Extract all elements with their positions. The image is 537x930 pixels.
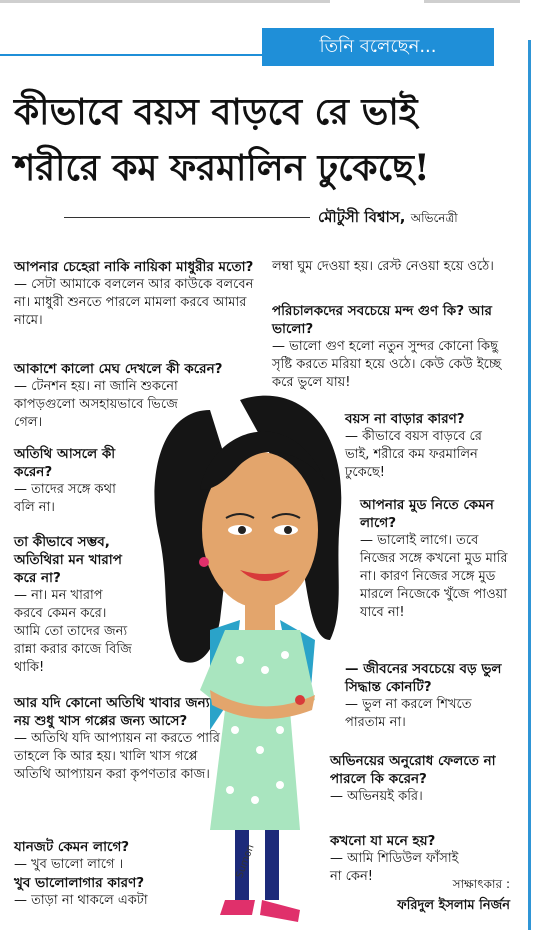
qa-right-6 <box>330 752 510 806</box>
question: খুব ভালোলাগার কারণ? <box>14 875 145 891</box>
section-tag <box>262 28 494 66</box>
question: অতিথি আসলে কী করেন? <box>14 446 116 480</box>
qa-right-1 <box>272 258 502 276</box>
answer: — ভালোই লাগে। তবে নিজের সঙ্গে কখনো মুড মারি না। কারণ নিজের সঙ্গে মুড মারলে নিজেকে খুঁজে পাওয়া যাবে না! <box>360 533 508 620</box>
byline-name: মৌটুসী বিশ্বাস, <box>318 208 406 226</box>
qa-left-5 <box>14 694 224 784</box>
answer: — না। মন খারাপ করবে কেমন করে। আমি তো তাদের জন্য রান্না করার কাজে বিজি থাকি! <box>14 588 132 675</box>
question: কখনো যা মনে হয়? <box>330 833 436 849</box>
headline-line-2: শরীরে কম ফরমালিন ঢুকেছে! <box>14 147 430 189</box>
question: আকাশে কালো মেঘ দেখলে কী করেন? <box>14 361 223 377</box>
answer: — অভিনয়ই করি। <box>330 789 423 804</box>
answer: — টেনশন হয়। না জানি শুকনো কাপড়গুলো অসহায়ভাবে ভিজে গেল। <box>14 379 178 430</box>
top-rule-right <box>424 0 520 3</box>
question: আর যদি কোনো অতিথি খাবার জন্য নয় শুধু খাস গপ্পের জন্য আসে? <box>14 695 210 729</box>
qa-left-2 <box>14 360 254 432</box>
qa-right-5 <box>345 660 510 732</box>
page-border-right <box>528 40 531 930</box>
qa-left-6 <box>14 838 224 910</box>
answer: — ভুল না করলে শিখতে পারতাম না। <box>345 697 472 730</box>
heels-shape <box>220 900 255 915</box>
headline-line-1: কীভাবে বয়স বাড়বে রে ভাই <box>14 91 418 133</box>
answer: — আমি শিডিউল ফাঁসাই না কেন! <box>330 851 459 884</box>
tag-rule <box>0 54 262 56</box>
byline <box>318 206 458 231</box>
question: অভিনয়ের অনুরোধ ফেলতে না পারলে কি করেন? <box>330 753 496 787</box>
qa-right-2 <box>272 302 508 392</box>
qa-left-3 <box>14 445 134 517</box>
answer: — ভালো গুণ হলো নতুন সুন্দর কোনো কিছু সৃষ্টি করতে মরিয়া হয়ে ওঠে। কেউ কেউ ইচ্ছে করে ভুলে যায়! <box>272 339 502 390</box>
question: যানজট কেমন লাগে? <box>14 839 130 855</box>
section-tag-label: তিনি বলেছেন... <box>319 35 437 57</box>
question: আপনার চেহেরা নাকি নায়িকা মাধুরীর মতো? <box>14 259 254 275</box>
answer: — খুব ভালো লাগে । <box>14 857 124 872</box>
question: পরিচালকদের সবচেয়ে মন্দ গুণ কি? আর ভালো? <box>272 303 492 337</box>
answer: — কীভাবে বয়স বাড়বে রে ভাই, শরীরে কম ফরমালিন ঢুকেছে! <box>345 429 482 480</box>
question: আপনার মুড নিতে কেমন লাগে? <box>360 497 494 531</box>
artist-signature: Sumon <box>234 843 257 880</box>
question: তা কীভাবে সম্ভব, অতিথিরা মন খারাপ করে না? <box>14 534 122 586</box>
qa-left-1 <box>14 258 254 330</box>
question: বয়স না বাড়ার কারণ? <box>345 411 465 427</box>
answer: লম্বা ঘুম দেওয়া হয়। রেস্ট নেওয়া হয়ে ওঠে। <box>272 259 494 274</box>
credit-name: ফরিদুল ইসলাম নির্জন <box>397 898 510 913</box>
qa-right-4 <box>360 496 510 622</box>
answer: — তাদের সঙ্গে কথা বলি না। <box>14 482 116 515</box>
answer: — তাড়া না থাকলে একটা <box>14 893 148 908</box>
answer: — সেটা আমাকে বললেন আর কাউকে বলবেন না। মাধুরী শুনতে পারলে মামলা করবে আমার নামে। <box>14 277 254 328</box>
headline <box>14 84 519 196</box>
qa-right-3 <box>345 410 510 482</box>
top-rule-left <box>0 0 330 3</box>
credit-label: সাক্ষাৎকার : <box>452 877 510 891</box>
answer: — অতিথি যদি আপ্যায়ন না করতে পারি তাহলে কি আর হয়। খালি খাস গপ্পে অতিথি আপ্যায়ন করা কৃপণতার কাজ। <box>14 731 220 782</box>
byline-rule <box>64 217 310 218</box>
byline-role: অভিনেত্রী <box>410 211 458 225</box>
interview-credit <box>350 876 510 917</box>
question: — জীবনের সবচেয়ে বড় ভুল সিদ্ধান্ত কোনটি? <box>345 661 502 695</box>
qa-left-4 <box>14 533 134 677</box>
